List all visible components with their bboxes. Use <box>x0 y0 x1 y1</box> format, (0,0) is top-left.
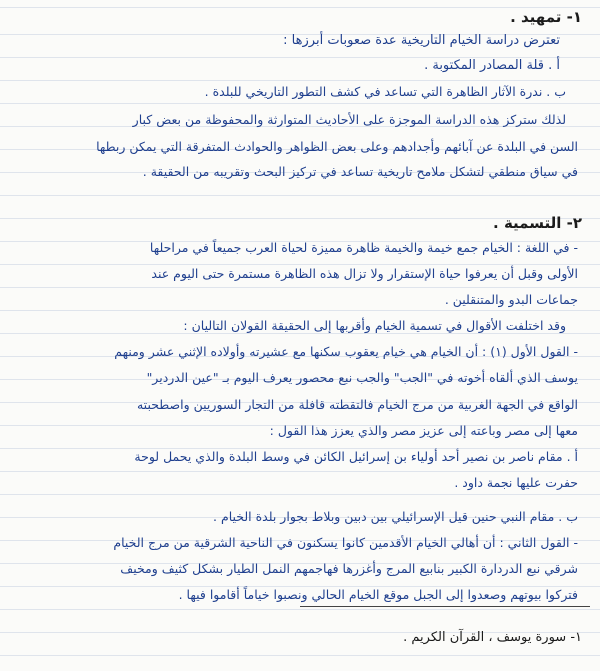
language-line-1: - في اللغة : الخيام جمع خيمة والخيمة ظاهرة مميزة لحياة العرب جميعاً في مراحلها <box>149 240 578 255</box>
first-opinion-item-a-line-2: حفرت عليها نجمة داود . <box>454 475 578 490</box>
section-1-intro: تعترض دراسة الخيام التاريخية عدة صعوبات أبرزها : <box>283 33 560 48</box>
first-opinion-line-4: معها إلى مصر وباعته إلى عزيز مصر والذي يعزز هذا القول : <box>269 423 578 438</box>
first-opinion-item-a-line-1: أ . مقام ناصر بن نصير أحد أولياء بن إسرائيل الكائن في وسط البلدة والذي يحمل لوحة <box>134 449 578 464</box>
section-1-paragraph-line-3: في سياق منطقي لتشكل ملامح تاريخية تساعد في تركيز البحث وتقريبه من الحقيقة . <box>142 164 578 179</box>
first-opinion-line-2: يوسف الذي ألقاه أخوته في "الجب" والجب نبع محصور يعرف اليوم بـ "عين الدردير" <box>146 370 578 385</box>
footnote-separator <box>300 606 590 607</box>
language-line-3: جماعات البدو والمتنقلين . <box>444 292 578 307</box>
section-1-paragraph-line-2: السن في البلدة عن آبائهم وأجدادهم وعلى بعض الظواهر والحوادث المتفرقة التي يمكن ربطها <box>96 139 578 154</box>
first-opinion-item-b-line: ب . مقام النبي حنين قيل الإسرائيلي بين دبين وبلاط بجوار بلدة الخيام . <box>213 509 578 524</box>
section-1-paragraph-line-1: لذلك ستركز هذه الدراسة الموجزة على الأحاديث المتوارثة والمحفوظة من بعض كبار <box>132 112 566 127</box>
section-1-item-b: ب . ندرة الآثار الظاهرة التي تساعد في كشف التطور التاريخي للبلدة . <box>204 84 566 99</box>
first-opinion-line-1: - القول الأول (١) : أن الخيام هي خيام يعقوب سكنها مع عشيرته وأولاده الإثني عشر ومنهم <box>114 344 578 359</box>
first-opinion-line-3: الواقع في الجهة الغربية من مرج الخيام فالتقطته قافلة من التجار السوريين واصطحبته <box>136 397 578 412</box>
differing-opinions-line: وقد اختلفت الأقوال في تسمية الخيام وأقربها إلى الحقيقة القولان التاليان : <box>183 318 566 333</box>
footnote: ١- سورة يوسف ، القرآن الكريم . <box>403 630 582 645</box>
section-1-heading: ١- تمهيد . <box>510 8 582 26</box>
second-opinion-line-1: - القول الثاني : أن أهالي الخيام الأقدمين كانوا يسكنون في الناحية الشرقية من مرج الخيام <box>113 535 578 550</box>
section-1-item-a: أ . قلة المصادر المكتوبة . <box>424 58 560 73</box>
language-line-2: الأولى وقبل أن يعرفوا حياة الإستقرار ولا تزال هذه الظاهرة مستمرة حتى اليوم عند <box>151 266 578 281</box>
second-opinion-line-2: شرقي نبع الدردارة الكبير بنابيع المرج وأغزرها فهاجمهم النمل الطيار بشكل كثيف ومخيف <box>120 561 578 576</box>
second-opinion-line-3: فتركوا بيوتهم وصعدوا إلى الجبل موقع الخيام الحالي ونصبوا خياماً أقاموا فيها . <box>178 587 578 602</box>
section-2-heading: ٢- التسمية . <box>493 214 582 232</box>
